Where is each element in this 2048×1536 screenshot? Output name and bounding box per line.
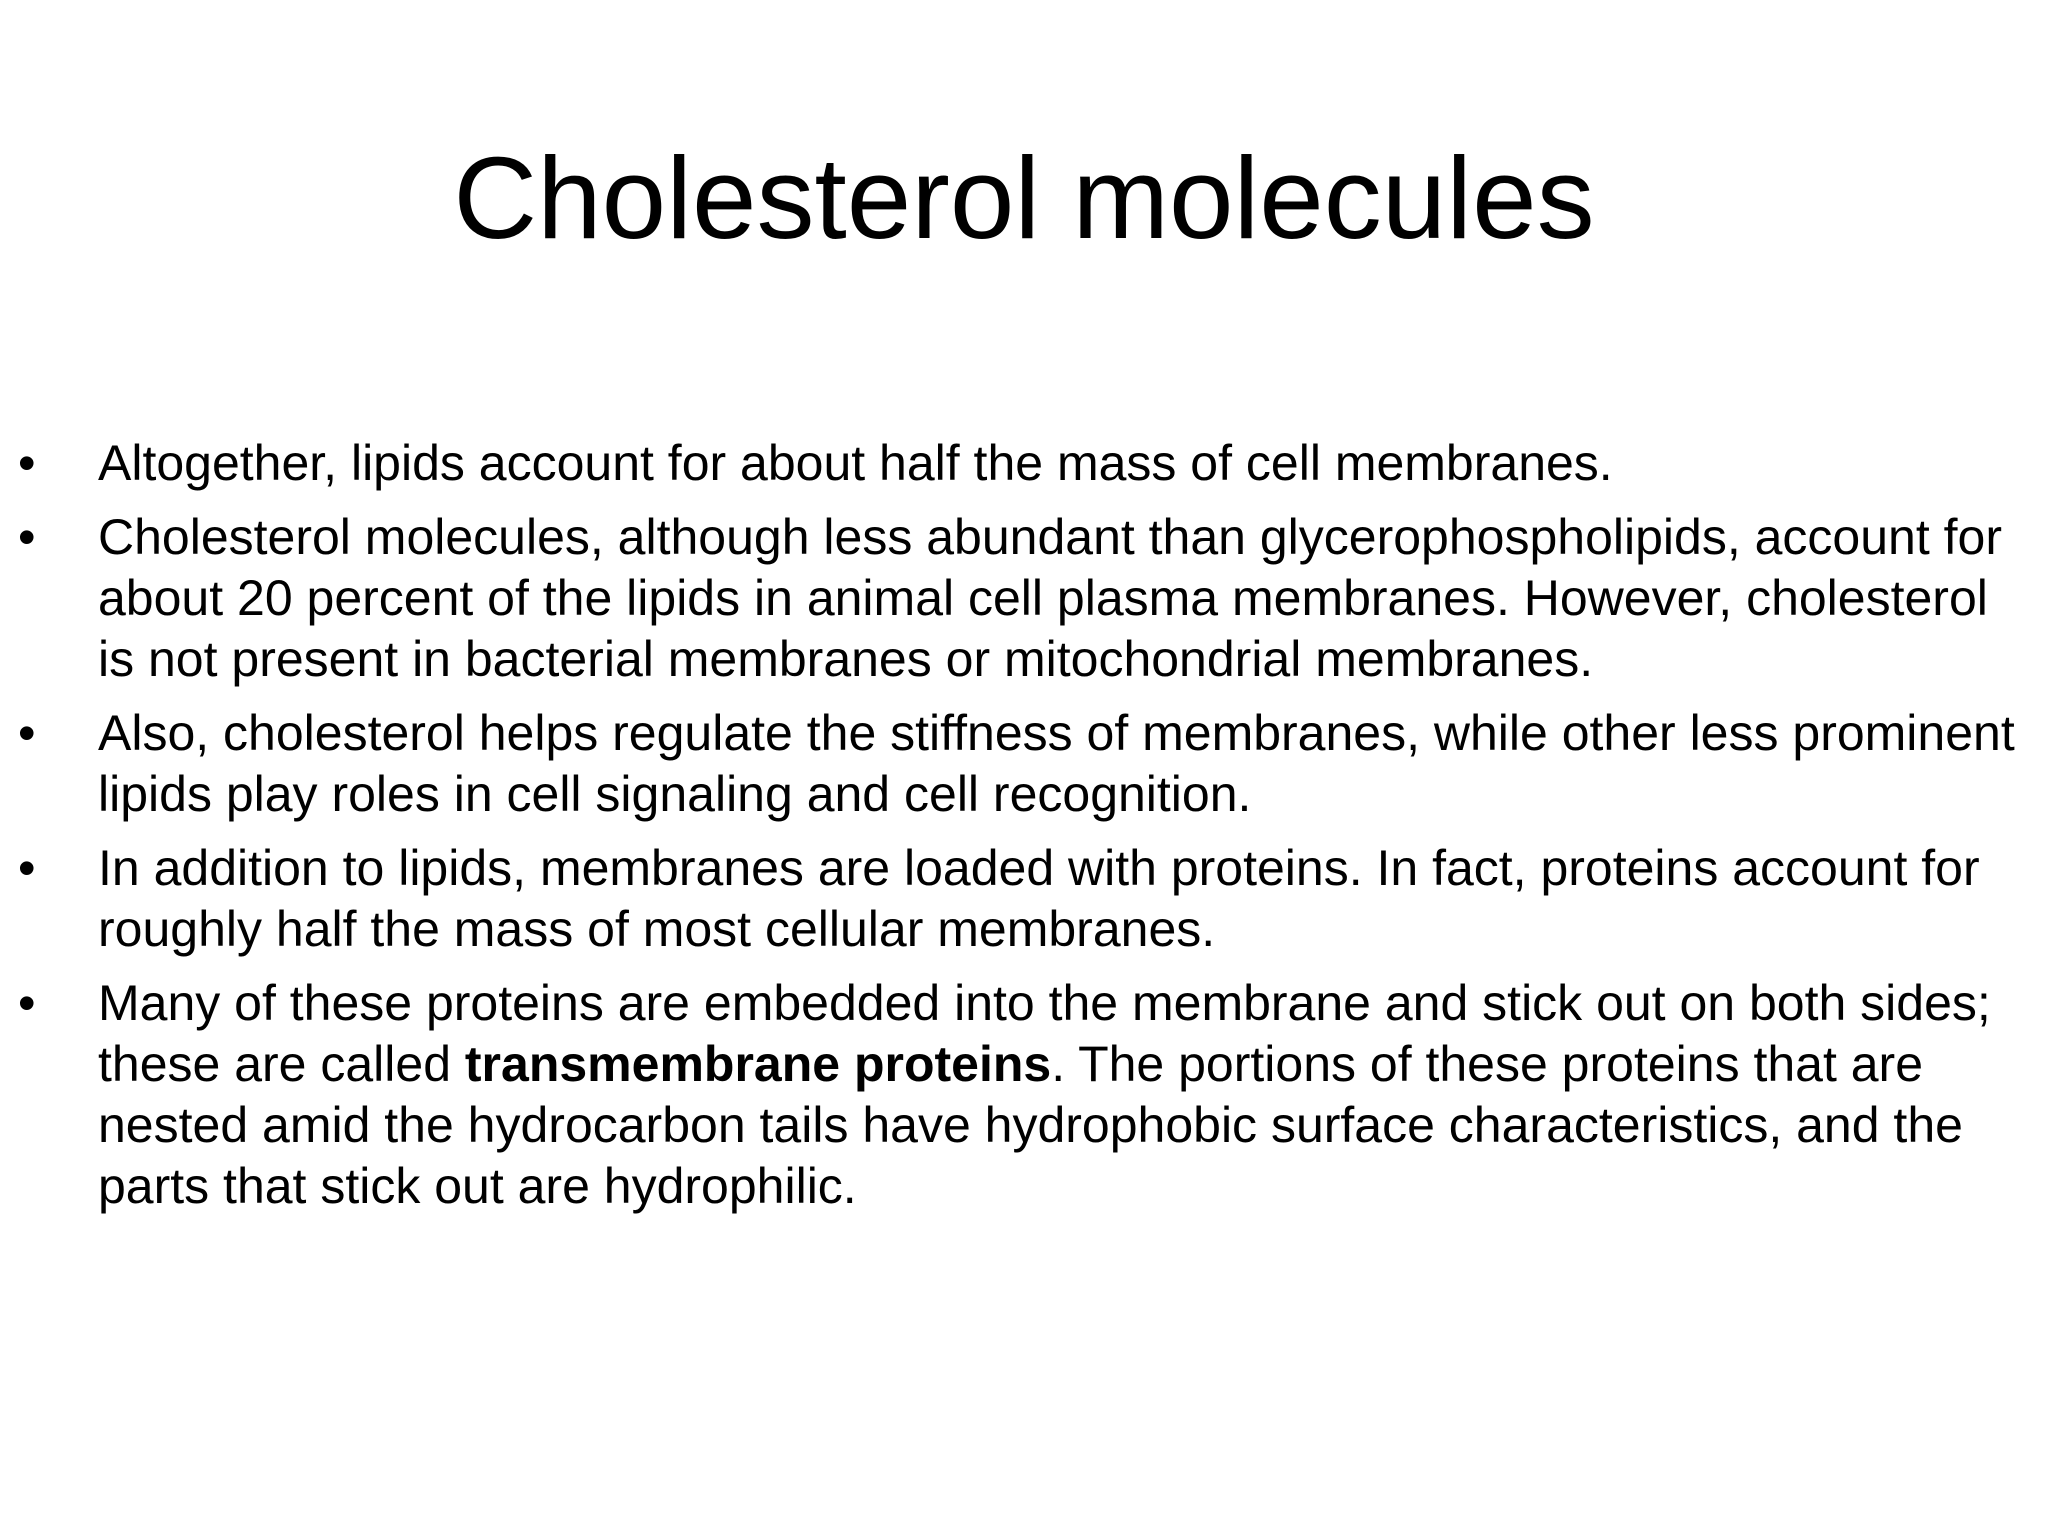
bullet-text: Altogether, lipids account for about half the mass of cell membranes. [98, 435, 1613, 491]
bullet-item [18, 838, 2028, 960]
slide-title: Cholesterol molecules [453, 133, 1595, 263]
bullet-text: Cholesterol molecules, although less abundant than glycerophospholipids, account for about 20 percent of the lipids in animal cell plasma membranes. However, cholesterol is not present in bacterial membranes or mitochondrial membranes. [98, 509, 2002, 687]
bullet-text: Also, cholesterol helps regulate the stiffness of membranes, while other less prominent lipids play roles in cell signaling and cell recognition. [98, 705, 2015, 822]
bullet-item [18, 703, 2028, 825]
bullet-item [18, 973, 2028, 1217]
bullet-item [18, 507, 2028, 690]
bullet-text [98, 973, 2028, 1217]
bullet-text: In addition to lipids, membranes are loaded with proteins. In fact, proteins account for roughly half the mass of most cellular membranes. [98, 840, 1980, 957]
bullet-text-before: Many of these proteins are embedded into the membrane and stick out on both sides; these are called [98, 975, 1991, 1092]
bullet-marker: • [18, 705, 36, 761]
bullet-text-after: . The portions of these proteins that are nested amid the hydrocarbon tails have hydrophobic surface characteristics, and the parts that stick out are hydrophilic. [98, 1036, 1963, 1214]
bullet-marker: • [18, 975, 36, 1031]
bullet-list [18, 433, 2028, 1230]
bullet-marker: • [18, 840, 36, 896]
bullet-marker: • [18, 509, 36, 565]
bullet-marker: • [18, 435, 36, 491]
bullet-item [18, 433, 2028, 494]
bold-term: transmembrane proteins [464, 1036, 1052, 1092]
